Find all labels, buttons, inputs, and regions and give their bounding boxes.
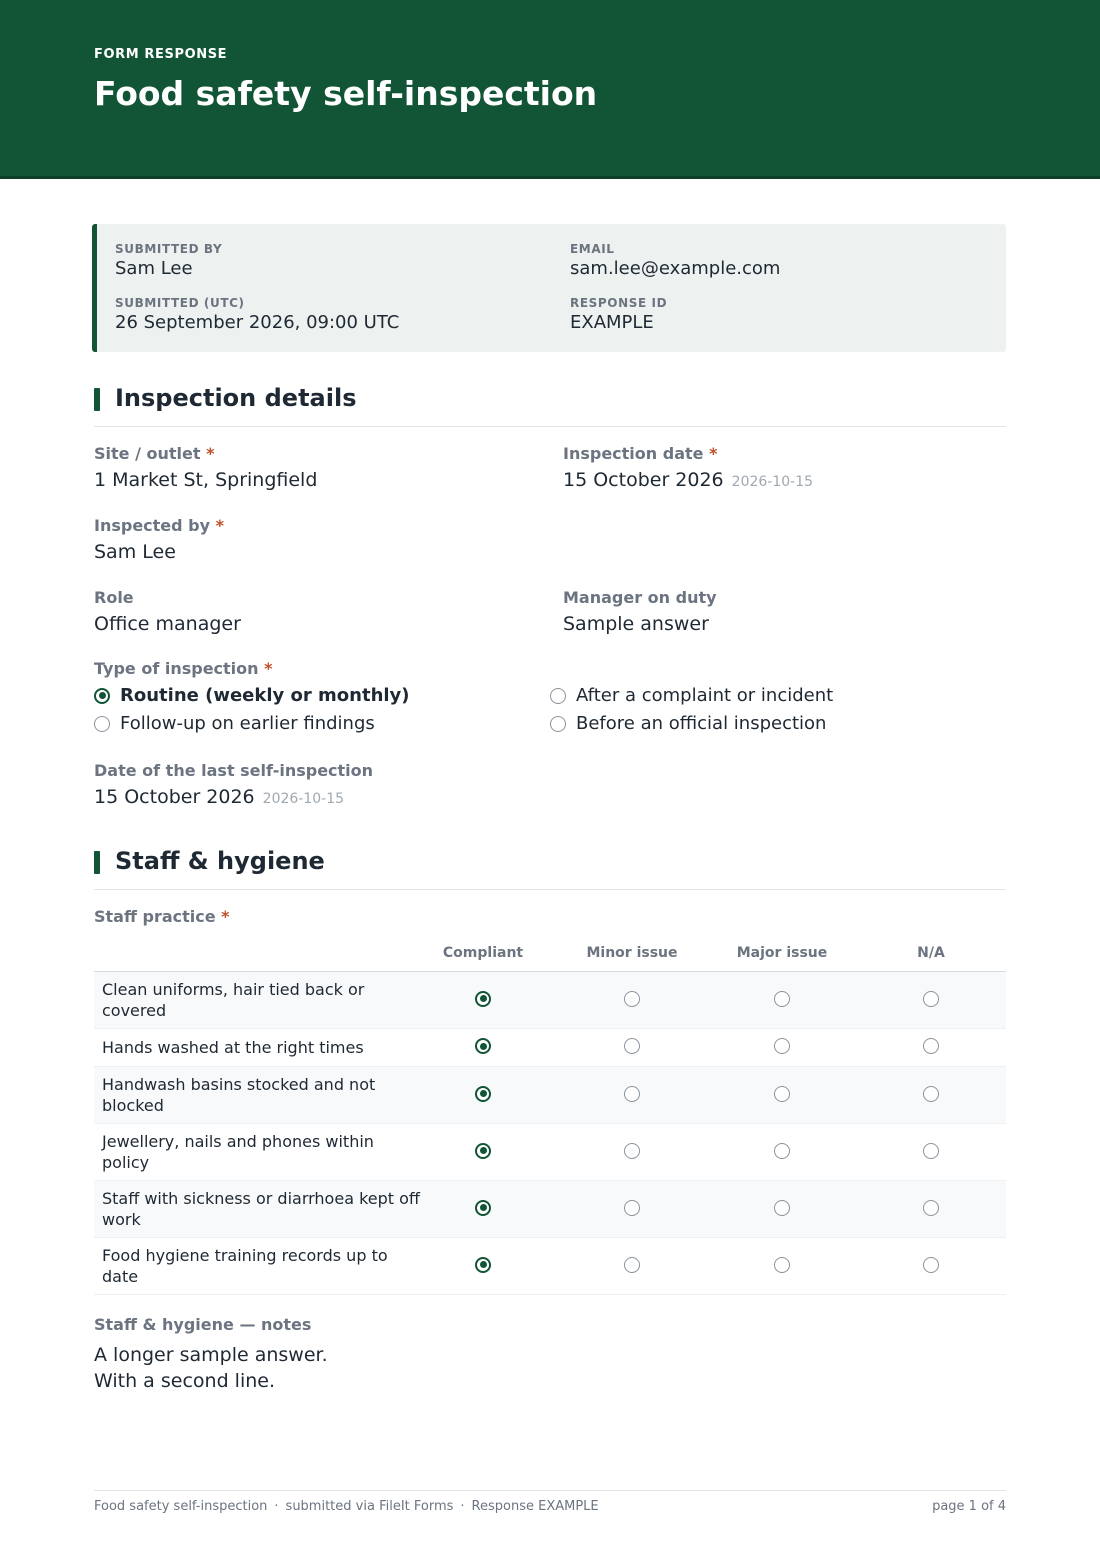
radio-empty-icon	[624, 1200, 640, 1220]
section-staff-hygiene	[94, 847, 1006, 890]
radio-circle	[475, 991, 491, 1007]
field-value: Sam Lee	[94, 541, 176, 563]
radio-circle	[475, 1143, 491, 1159]
footer-separator: ·	[460, 1499, 465, 1514]
radio-selected-icon	[475, 991, 491, 1011]
radio-empty-icon	[624, 1086, 640, 1106]
field-label: Role	[94, 588, 134, 607]
response-id-value: EXAMPLE	[570, 312, 654, 333]
radio-circle	[774, 1257, 790, 1273]
radio-circle	[774, 991, 790, 1007]
submission-meta	[92, 224, 1006, 352]
grid-header	[94, 940, 1006, 972]
option-before-official: Before an official inspection	[550, 713, 826, 734]
radio-selected-icon	[475, 1200, 491, 1220]
radio-empty-icon	[923, 1038, 939, 1058]
section-accent-bar	[94, 388, 100, 411]
radio-empty-icon	[923, 1257, 939, 1277]
staff-practice-grid	[94, 940, 1006, 1295]
field-label: Staff & hygiene — notes	[94, 1315, 312, 1334]
grid-row-label: Handwash basins stocked and not blocked	[102, 1075, 376, 1115]
radio-circle	[624, 1038, 640, 1054]
grid-rows	[94, 972, 1006, 1295]
field-site	[94, 444, 317, 491]
field-inspected-by	[94, 516, 224, 563]
radio-empty-icon	[774, 1200, 790, 1220]
radio-circle	[475, 1038, 491, 1054]
column-compliant: Compliant	[442, 945, 524, 961]
field-value: A longer sample answer. With a second line.	[94, 1344, 328, 1392]
radio-empty-icon	[550, 688, 566, 704]
grid-row-label: Hands washed at the right times	[102, 1038, 364, 1057]
field-value: Sample answer	[563, 613, 709, 635]
radio-empty-icon	[624, 1143, 640, 1163]
radio-empty-icon	[94, 716, 110, 732]
field-value: 15 October 2026 2026-10-15	[563, 469, 814, 491]
radio-selected-icon	[475, 1257, 491, 1277]
radio-circle	[774, 1200, 790, 1216]
column-minor-issue: Minor issue	[586, 945, 678, 961]
radio-circle	[923, 1257, 939, 1273]
radio-empty-icon	[550, 716, 566, 732]
radio-empty-icon	[923, 991, 939, 1011]
radio-circle	[475, 1257, 491, 1273]
page-footer	[94, 1490, 1006, 1514]
section-inspection-details	[94, 384, 1006, 427]
radio-empty-icon	[624, 1257, 640, 1277]
field-staff-practice	[94, 907, 230, 926]
option-follow-up: Follow-up on earlier findings	[94, 713, 375, 734]
field-label: Staff practice *	[94, 907, 230, 926]
radio-empty-icon	[774, 991, 790, 1011]
radio-selected-icon	[475, 1143, 491, 1163]
form-eyebrow: FORM RESPONSE	[94, 47, 228, 62]
grid-row	[94, 1181, 1006, 1238]
submitted-utc-label: SUBMITTED (UTC)	[115, 296, 245, 310]
radio-circle	[923, 1143, 939, 1159]
submitted-by	[115, 242, 222, 279]
field-label: Type of inspection *	[94, 659, 273, 678]
radio-circle	[624, 991, 640, 1007]
field-label: Date of the last self-inspection	[94, 761, 374, 780]
radio-selected-icon	[94, 688, 110, 704]
field-label: Manager on duty	[563, 588, 717, 607]
field-inspection-date	[563, 444, 813, 491]
radio-empty-icon	[624, 1038, 640, 1058]
radio-circle	[774, 1086, 790, 1102]
radio-empty-icon	[923, 1200, 939, 1220]
field-value: Office manager	[94, 613, 241, 635]
option-after-complaint: After a complaint or incident	[550, 685, 833, 706]
required-marker: *	[264, 659, 273, 678]
required-marker: *	[206, 444, 215, 463]
required-marker: *	[221, 907, 230, 926]
radio-circle	[624, 1200, 640, 1216]
grid-row-label: Clean uniforms, hair tied back or covered	[102, 980, 365, 1020]
radio-circle	[923, 1086, 939, 1102]
footer-form-name: Food safety self-inspection	[94, 1499, 268, 1514]
section-title: Staff & hygiene	[115, 847, 325, 875]
submitted-by-value: Sam Lee	[115, 258, 193, 279]
option-routine: Routine (weekly or monthly)	[94, 685, 410, 706]
response-id	[570, 296, 667, 333]
grid-row	[94, 1067, 1006, 1124]
field-staff-hygiene-notes	[94, 1315, 328, 1394]
submitted-utc-value: 26 September 2026, 09:00 UTC	[115, 312, 400, 333]
radio-circle	[923, 991, 939, 1007]
grid-row-label: Staff with sickness or diarrhoea kept off work	[102, 1189, 420, 1229]
radio-circle	[774, 1038, 790, 1054]
field-value: 1 Market St, Springfield	[94, 469, 318, 491]
iso-date: 2026-10-15	[262, 791, 345, 807]
field-role	[94, 588, 241, 635]
field-type-of-inspection	[94, 659, 273, 678]
footer-via: submitted via FileIt Forms	[285, 1499, 454, 1514]
radio-empty-icon	[774, 1086, 790, 1106]
grid-row	[94, 1124, 1006, 1181]
required-marker: *	[215, 516, 225, 535]
radio-circle	[774, 1143, 790, 1159]
radio-circle	[923, 1200, 939, 1216]
radio-empty-icon	[923, 1086, 939, 1106]
field-label: Site / outlet *	[94, 444, 215, 463]
radio-selected-icon	[475, 1038, 491, 1058]
section-accent-bar	[94, 851, 100, 874]
form-header	[0, 0, 1100, 179]
email	[570, 242, 780, 279]
footer-response: Response EXAMPLE	[471, 1499, 599, 1514]
footer-page-number: page 1 of 4	[932, 1499, 1006, 1514]
field-last-self-inspection	[94, 761, 373, 808]
radio-empty-icon	[774, 1038, 790, 1058]
email-value: sam.lee@example.com	[570, 258, 781, 279]
radio-empty-icon	[774, 1257, 790, 1277]
form-title: Food safety self-inspection	[94, 74, 598, 113]
email-label: EMAIL	[570, 242, 615, 256]
field-manager-on-duty	[563, 588, 717, 635]
grid-row-label: Food hygiene training records up to date	[102, 1246, 388, 1286]
submitted-by-label: SUBMITTED BY	[115, 242, 223, 256]
radio-empty-icon	[624, 991, 640, 1011]
column-na: N/A	[917, 945, 945, 961]
field-label: Inspection date *	[563, 444, 718, 463]
grid-row	[94, 972, 1006, 1029]
submitted-utc	[115, 296, 399, 333]
grid-row	[94, 1238, 1006, 1295]
response-id-label: RESPONSE ID	[570, 296, 668, 310]
section-title: Inspection details	[115, 384, 357, 412]
radio-circle	[923, 1038, 939, 1054]
radio-circle	[624, 1143, 640, 1159]
radio-empty-icon	[774, 1143, 790, 1163]
iso-date: 2026-10-15	[731, 474, 814, 490]
required-marker: *	[709, 444, 718, 463]
column-major-issue: Major issue	[736, 945, 828, 961]
field-label: Inspected by *	[94, 516, 225, 535]
radio-selected-icon	[475, 1086, 491, 1106]
footer-separator: ·	[274, 1499, 279, 1514]
radio-circle	[624, 1086, 640, 1102]
radio-circle	[624, 1257, 640, 1273]
radio-circle	[475, 1086, 491, 1102]
field-value: 15 October 2026 2026-10-15	[94, 786, 345, 808]
radio-circle	[475, 1200, 491, 1216]
grid-row-label: Jewellery, nails and phones within policy	[102, 1132, 374, 1172]
radio-empty-icon	[923, 1143, 939, 1163]
grid-row	[94, 1029, 1006, 1067]
